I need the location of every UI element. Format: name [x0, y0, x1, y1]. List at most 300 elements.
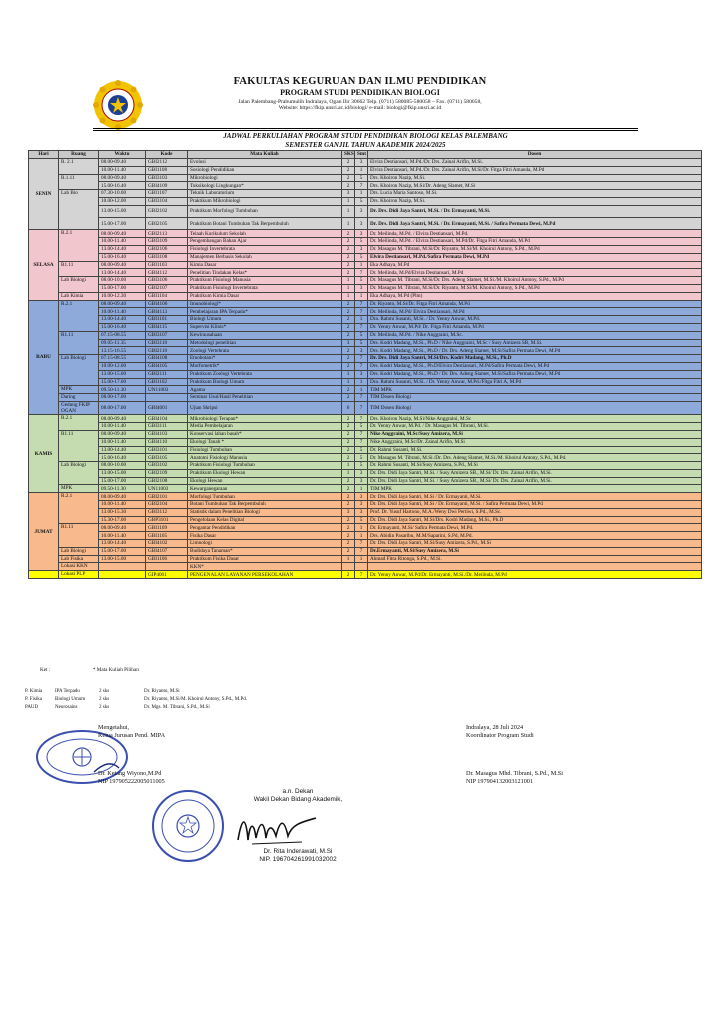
sks-cell: 2	[342, 316, 355, 324]
table-row	[29, 401, 702, 414]
course-cell: Praktikum Fisika Dasar	[188, 555, 342, 563]
table-row	[29, 524, 702, 532]
sks-cell: 2	[342, 300, 355, 308]
lecturer-cell: Elvira Destiansari, M.Pd./Safira Permata Dewi, M.Pd	[368, 253, 702, 261]
code-cell: GBI3102	[146, 462, 188, 470]
lecturer-cell: Dr. Drs. Didi Jaya Santri, M.Si. / Dr. Ermayanti, M.Si. / Safira Permata Dewi, M.Pd	[368, 218, 702, 230]
legend	[40, 667, 139, 673]
sks-cell: 2	[342, 182, 355, 190]
table-row	[29, 261, 702, 269]
time-cell: 13.15-16.55	[99, 347, 146, 355]
table-row	[29, 430, 702, 438]
table-row	[29, 166, 702, 174]
sks-cell: 2	[342, 261, 355, 269]
course-cell: Praktikum Ekologi Hewan	[188, 469, 342, 477]
center-signer-name: Dr. Rita Inderawati, M.Si	[263, 848, 333, 855]
table-row	[29, 269, 702, 277]
time-cell: 13.00-15.30	[99, 508, 146, 516]
room-cell: Lokasi PLP	[59, 571, 99, 579]
time-cell: 08.00-09.40	[99, 159, 146, 167]
course-cell: Etnobotani*	[188, 355, 342, 363]
note-row: P. Kimia IPA Terpadu 2 sks Dr. Riyanto, M.Si	[25, 689, 180, 694]
lecturer-cell: Ahmad Fitra Ritonga, S.Pd., M.Si.	[368, 555, 702, 563]
lecturer-cell: Drs. Khoiron Nazip, M.Si.	[368, 174, 702, 182]
lecturer-cell: Drs. Kodri Madang, M.Si., Ph.D/Elvira Destiansari, M.Pd/Safira Permata Dewi, M.Pd	[368, 362, 702, 370]
sks-cell: 2	[342, 362, 355, 370]
lecturer-cell: TIM Dosen Biologi	[368, 401, 702, 414]
semester-cell: 7	[355, 540, 368, 548]
semester-cell: 7	[355, 308, 368, 316]
room-cell: MPK	[59, 386, 99, 394]
lecturer-cell: Dr. Yenny Anwar, M.Pd/Dr. Ermayanti, M.Si./Dr. Meilinda, M.Pd	[368, 571, 702, 579]
code-cell: GBI4108	[146, 355, 188, 363]
time-cell: 07.15-08.55	[99, 355, 146, 363]
course-cell: Statistik dalam Penelitian Biologi	[188, 508, 342, 516]
sks-cell: 2	[342, 253, 355, 261]
code-cell	[146, 394, 188, 402]
room-cell: Lab Biologi	[59, 462, 99, 485]
semester-cell: 3	[355, 159, 368, 167]
table-row	[29, 190, 702, 198]
code-cell: GBI1108	[146, 166, 188, 174]
time-cell: 15.00-17.00	[99, 284, 146, 292]
room-cell: R.1.11	[59, 174, 99, 190]
time-cell: 08.00-10.00	[99, 462, 146, 470]
code-cell: GBI2108	[146, 477, 188, 485]
time-cell: 08.00-10.00	[99, 277, 146, 285]
semester-cell: 3	[355, 370, 368, 378]
course-cell: Biologi Umum	[188, 316, 342, 324]
lecturer-cell: Dr. Drs. Didi Jaya Santri, M.Si. / Dr. Ermayanti, M.Si.	[368, 205, 702, 217]
table-header-row	[29, 151, 702, 159]
lecturer-cell: Dr. Rahmi Susanti, M.Si/Susy Amizera, S.Pd., M.Si	[368, 462, 702, 470]
time-cell: 10.00-12.00	[99, 197, 146, 205]
table-row	[29, 323, 702, 331]
table-row	[29, 415, 702, 423]
time-cell: 13.00-15.00	[99, 469, 146, 477]
lecturer-cell: Dr. Drs. Didi Jaya Santri, M.Si / Dr. Ermayanti, M.Si.	[368, 493, 702, 501]
legend-text: * Mata Kuliah Pilihan	[92, 667, 139, 673]
code-cell: GBI4102	[146, 540, 188, 548]
course-cell: Sosiologi Pendidikan	[188, 166, 342, 174]
time-cell: 08.00-09.40	[99, 493, 146, 501]
sks-cell: 1	[342, 462, 355, 470]
time-cell: 15.00-17.00	[99, 547, 146, 555]
lecturer-cell: Dr. Drs. Didi Jaya Santri, M.Si / Dr. Ermayanti, M.Si. / Safira Permata Dewi, M.Pd	[368, 501, 702, 509]
legend-label: Ket :	[40, 667, 51, 673]
time-cell: 10.00-11.40	[99, 532, 146, 540]
lecturer-cell: Dr. Meilinda, M.Pd. / Elvira Destiansari, M.Pd/Dr. Fitga Fitri Amanda, M.Pd	[368, 238, 702, 246]
time-cell	[99, 571, 146, 579]
room-cell: MPK	[59, 485, 99, 493]
table-row	[29, 501, 702, 509]
room-cell: R.2.1	[59, 493, 99, 524]
code-cell: GBI3105	[146, 454, 188, 462]
day-cell: RABU	[29, 300, 59, 415]
semester-cell: 5	[355, 339, 368, 347]
time-cell: 10.00-12.00	[99, 362, 146, 370]
code-cell: GBI4107	[146, 547, 188, 555]
column-header: Mata Kuliah	[188, 151, 342, 159]
code-cell: GBI1105	[146, 532, 188, 540]
course-cell: Botani Tumbuhan Tak Berpembuluh	[188, 501, 342, 509]
course-cell: Fisiologi Tumbuhan	[188, 446, 342, 454]
code-cell: GBI1101	[146, 316, 188, 324]
time-cell: 08.00-09.40	[99, 524, 146, 532]
code-cell: GBI2105	[146, 218, 188, 230]
code-cell: GBI1107	[146, 190, 188, 198]
semester-cell: 3	[355, 245, 368, 253]
code-cell: GBI3109	[146, 238, 188, 246]
day-cell: JUMAT	[29, 493, 59, 571]
letterhead	[150, 76, 570, 111]
sks-cell: 2	[342, 485, 355, 493]
lecturer-cell: Dr. Masagus M. Tibrani, M.Si./Dr. Drs. Adeng Slamet, M.Si./M. Khoirul Antony, S.Pd., M.Pd.	[368, 454, 702, 462]
table-row	[29, 563, 702, 571]
time-cell: 10.00-11.40	[99, 438, 146, 446]
sks-cell: 2	[342, 516, 355, 524]
semester-cell: 5	[355, 331, 368, 339]
table-row	[29, 394, 702, 402]
code-cell: GBI4110	[146, 438, 188, 446]
course-cell: Penelitian Tindakan Kelas*	[188, 269, 342, 277]
course-cell: Mikrobiologi Terapan*	[188, 415, 342, 423]
website: Website: https://fkip.unsri.ac.id/biologi/ e-mail: biologi@fkip.unsri.ac.id	[278, 105, 442, 111]
lecturer-cell: Drs. Lucia Maria Santoso, M.Si.	[368, 190, 702, 198]
course-cell: Pengelolaan Kelas Digital	[188, 516, 342, 524]
semester-cell: 7	[355, 415, 368, 423]
sks-cell: 3	[342, 508, 355, 516]
semester-cell: 5	[355, 423, 368, 431]
note-row: PAUD Neurosains 2 sks Dr. Mgs. M. Tibrani, S.Pd., M.Si	[25, 705, 210, 710]
code-cell: GBI2104	[146, 501, 188, 509]
semester-cell: 7	[355, 355, 368, 363]
time-cell: 09.05-11.35	[99, 339, 146, 347]
lecturer-cell: Dr. Drs. Didi Jaya Santri, M.Si/Susy Amizera, S.Pd., M.Si	[368, 540, 702, 548]
time-cell: 15.00-17.00	[99, 218, 146, 230]
lecturer-cell: Dr. Drs. Didi Jaya Santri, M.Si. / Susy Amizera SB., M.Si/ Dr. Drs. Zainal Arifin, M.Si.	[368, 477, 702, 485]
room-cell: R1.11	[59, 430, 99, 461]
semester-cell: 3	[355, 501, 368, 509]
right-signature-block: Indralaya, 28 Juli 2024 Koordinator Program Studi Dr. Masagus Mhd. Tibrani, S.Pd., M.Si NIP 197904132003121001	[466, 724, 563, 785]
lecturer-cell: Eka Adhaya, M.Pd (Plm)	[368, 292, 702, 300]
course-cell: Evolusi	[188, 159, 342, 167]
faculty-stamp-icon	[150, 788, 226, 864]
sks-cell: 2	[342, 323, 355, 331]
room-cell: Lab Bio	[59, 190, 99, 230]
time-cell: 15.00-16.40	[99, 454, 146, 462]
semester-cell: 5	[355, 174, 368, 182]
course-cell: Pembelajaran IPA Terpadu*	[188, 308, 342, 316]
table-row	[29, 355, 702, 363]
sks-cell: 2	[342, 438, 355, 446]
course-cell: Imunobiologi*	[188, 300, 342, 308]
semester-cell: 3	[355, 347, 368, 355]
sks-cell: 2	[342, 430, 355, 438]
course-cell: Metodologi penelitian	[188, 339, 342, 347]
table-row	[29, 454, 702, 462]
semester-cell: 1	[355, 166, 368, 174]
lecturer-cell: Dr. Masagus M. Tibrani, M.Si/Dr. Riyanto, M.Si/M. Khoirul Antony, S.Pd., M.Pd	[368, 245, 702, 253]
table-row	[29, 331, 702, 339]
sks-cell: 1	[342, 197, 355, 205]
time-cell: 10.00-11.40	[99, 501, 146, 509]
time-cell: 10.00-11.40	[99, 423, 146, 431]
sks-cell: 1	[342, 218, 355, 230]
center-signer-nip: NIP. 196704261991032002	[259, 856, 337, 863]
room-cell: Lab Kimia	[59, 292, 99, 300]
table-row	[29, 532, 702, 540]
lecturer-cell: Dr. Drs. Didi Jaya Santri, M.Si/Drs. Kodri Madang, M.Si., Ph.D	[368, 355, 702, 363]
table-row	[29, 300, 702, 308]
semester-cell: 3	[355, 284, 368, 292]
sks-cell: 2	[342, 355, 355, 363]
semester-cell: 5	[355, 238, 368, 246]
room-cell: Lab Fisika	[59, 555, 99, 563]
code-cell: GBI4106	[146, 300, 188, 308]
sks-cell: 2	[342, 308, 355, 316]
room-cell: R.2.1	[59, 300, 99, 331]
course-cell: Konservasi lahan basah*	[188, 430, 342, 438]
semester-cell: 3	[355, 508, 368, 516]
room-cell: Lab Biologi	[59, 355, 99, 386]
time-cell: 15.00-16.40	[99, 253, 146, 261]
sks-cell: 2	[342, 386, 355, 394]
sks-cell: 2	[342, 174, 355, 182]
column-header: Smt	[355, 151, 368, 159]
semester-cell: 7	[355, 362, 368, 370]
course-cell: Manajemen Berbasis Sekolah	[188, 253, 342, 261]
table-row	[29, 386, 702, 394]
code-cell: GBI3110	[146, 339, 188, 347]
course-cell: Toksikologi Lingkungan*	[188, 182, 342, 190]
time-cell: 13.00-14.40	[99, 269, 146, 277]
semester-cell: 1	[355, 386, 368, 394]
semester-cell: 5	[355, 197, 368, 205]
course-cell: Pengantar Pendidikan	[188, 524, 342, 532]
semester-cell: 1	[355, 524, 368, 532]
table-row	[29, 316, 702, 324]
code-cell: GBI3112	[146, 508, 188, 516]
table-row	[29, 423, 702, 431]
course-cell: KKN*	[188, 563, 342, 571]
code-cell: GBI4105	[146, 362, 188, 370]
lecturer-cell: Eka Adhaya, M.Pd	[368, 261, 702, 269]
time-cell: 08.00-09.40	[99, 261, 146, 269]
semester-cell: 7	[355, 394, 368, 402]
room-cell: Lab Biologi	[59, 277, 99, 293]
table-row	[29, 508, 702, 516]
code-cell: GBI4109	[146, 182, 188, 190]
time-cell: 15.00-17.00	[99, 378, 146, 386]
table-row	[29, 292, 702, 300]
lecturer-cell: Elvira Destiansari, M.Pd./Dr. Drs. Zainal Arifin, M.Si/Dr. Fitga Fitri Amanda, M.Pd	[368, 166, 702, 174]
left-signature-block: Mengetahui, Ketua Jurusan Pend. MIPA Dr. Ketang Wiyono,M.Pd NIP 197905222005011005	[98, 724, 166, 785]
table-row	[29, 438, 702, 446]
code-cell: GBI1102	[146, 378, 188, 386]
course-cell: Limnologi	[188, 540, 342, 548]
sks-cell: 2	[342, 159, 355, 167]
lecturer-cell: Drs. Khoiron Nazip, M.Si.	[368, 197, 702, 205]
table-row	[29, 555, 702, 563]
lecturer-cell: Dr. Drs. Didi Jaya Santri, M.Si. / Susy Amizera SB., M.Si/ Dr. Drs. Zainal Arifin, M.Si.	[368, 469, 702, 477]
code-cell: UN11003	[146, 386, 188, 394]
room-cell: R1.11	[59, 331, 99, 354]
time-cell: 13.00-14.40	[99, 245, 146, 253]
code-cell: UN11003	[146, 485, 188, 493]
course-cell: Supervisi Klinis*	[188, 323, 342, 331]
lecturer-cell: Drs. Kodri Madang, M.Si., Ph.D / Dr. Drs. Adeng Slamet, M.Si/Safira Permata Dewi, M.Pd	[368, 347, 702, 355]
sks-cell: 1	[342, 292, 355, 300]
left-signer-name: Dr. Ketang Wiyono,M.Pd	[98, 770, 162, 777]
semester-cell: 3	[355, 205, 368, 217]
course-cell: Mikrobiologi	[188, 174, 342, 182]
table-row	[29, 446, 702, 454]
time-cell: 13.00-14.40	[99, 446, 146, 454]
code-cell: GBI2111	[146, 370, 188, 378]
course-cell: Zoologi Vertebrata	[188, 347, 342, 355]
semester-cell: 1	[355, 485, 368, 493]
semester-cell: 3	[355, 469, 368, 477]
title-line-1: JADWAL PERKULIAHAN PROGRAM STUDI PENDIDIKAN BIOLOGI KELAS PALEMBANG	[223, 132, 508, 140]
sks-cell: 2	[342, 423, 355, 431]
time-cell: 08.00-17.00	[99, 401, 146, 414]
lecturer-cell: Dra. Rahmi Susanti, M.Si. / Dr. Yenny Anwar, M.Pd.	[368, 316, 702, 324]
course-cell: Anatomi Fisiologi Manusia	[188, 454, 342, 462]
sks-cell: 2	[342, 532, 355, 540]
room-cell: Daring	[59, 394, 99, 402]
sks-cell: 3	[342, 339, 355, 347]
time-cell: 08.00-09.40	[99, 230, 146, 238]
sks-cell: 6	[342, 401, 355, 414]
room-cell: R1.11	[59, 524, 99, 547]
table-row	[29, 230, 702, 238]
course-cell: Teknik Laboratorium	[188, 190, 342, 198]
code-cell: GBI4104	[146, 415, 188, 423]
code-cell: GBI3104	[146, 197, 188, 205]
course-cell: Fisika Dasar	[188, 532, 342, 540]
lecturer-cell: Drs. Kodri Madang, M.Si., Ph.D / Dr. Drs. Adeng Slamet, M.Si/Safira Permata Dewi, M.Pd	[368, 370, 702, 378]
lecturer-cell: Dr. Riyanto, M.Si/Dr. Fitga Fitri Amanda, M.Pd	[368, 300, 702, 308]
letterhead-rule	[93, 128, 638, 131]
code-cell: GBI1103	[146, 261, 188, 269]
time-cell: 10.00-11.40	[99, 308, 146, 316]
table-row	[29, 284, 702, 292]
time-cell: 10.00-12.30	[99, 292, 146, 300]
left-signer-nip: NIP 197905222005011005	[98, 778, 165, 785]
lecturer-cell: Drs. Khoiron Nazip, M.Si/Dr. Adeng Slamet, M.Si	[368, 182, 702, 190]
lecturer-cell: Dr. Drs. Didi Jaya Santri, M.Si/Drs. Kodri Madang, M.Si., Ph.D	[368, 516, 702, 524]
sks-cell: 2	[342, 269, 355, 277]
day-cell: SENIN	[29, 159, 59, 230]
time-cell: 07.15-08.55	[99, 331, 146, 339]
table-row	[29, 182, 702, 190]
course-cell: Praktikum Morfologi Tumbuhan	[188, 205, 342, 217]
course-cell: PENGENALAN LAYANAN PERSEKOLAHAN	[188, 571, 342, 579]
time-cell: 13.00-15.00	[99, 370, 146, 378]
lecturer-cell: Dr. Meilinda, M.Pd/ Elvira Destiansari, M.Pd	[368, 308, 702, 316]
note-row: P. Fisika Biologi Umum 2 sks Dr. Riyanto, M.Si/M. Khoirul Antony, S.Pd., M.Pd.	[25, 697, 248, 702]
program-name: PROGRAM STUDI PENDIDIKAN BIOLOGI	[280, 88, 440, 97]
room-cell: Gedung FKIP OGAN	[59, 401, 99, 414]
semester-cell: 1	[355, 261, 368, 269]
semester-cell: 7	[355, 323, 368, 331]
semester-cell: 3	[355, 218, 368, 230]
room-cell: R.2.1	[59, 230, 99, 261]
time-cell: 08.00-09.40	[99, 174, 146, 182]
table-row	[29, 462, 702, 470]
code-cell: GBI4001	[146, 401, 188, 414]
semester-cell: 7	[355, 571, 368, 579]
time-cell: 15.30-17.00	[99, 516, 146, 524]
table-row	[29, 277, 702, 285]
code-cell: GBI2110	[146, 347, 188, 355]
course-cell: Praktikum Mikrobiologi	[188, 197, 342, 205]
table-row	[29, 253, 702, 261]
table-row	[29, 547, 702, 555]
lecturer-cell: Dra. Rahmi Susanti, M.Si. / Dr. Yenny Anwar, M.Pd./Fitga Fitri A, M.Pd	[368, 378, 702, 386]
sks-cell: 1	[342, 469, 355, 477]
course-cell: Seminar Usul/Hasil Penelitian	[188, 394, 342, 402]
center-signature-block: a.n. Dekan Wakil Dekan Bidang Akademik, Dr. Rita Inderawati, M.Si NIP. 196704261991032002	[218, 788, 378, 864]
sks-cell: 2	[342, 394, 355, 402]
schedule-body	[29, 159, 702, 579]
semester-cell: 3	[355, 230, 368, 238]
table-row	[29, 469, 702, 477]
course-cell: Agama	[188, 386, 342, 394]
code-cell: GBI3106	[146, 277, 188, 285]
room-cell: R1.11	[59, 261, 99, 277]
extra-courses	[25, 688, 247, 712]
address: Jalan Palembang-Prabumulih Indralaya, Ogan Ilir 30662 Telp. (0711) 580085-580058 – Fax. (0711) 580058,	[238, 99, 482, 105]
course-cell: Media Pembelajaran	[188, 423, 342, 431]
course-cell: Morfologi Tumbuhan	[188, 493, 342, 501]
sks-cell: 2	[342, 547, 355, 555]
sks-cell	[342, 563, 355, 571]
day-cell	[29, 571, 59, 579]
table-row	[29, 174, 702, 182]
table-row	[29, 378, 702, 386]
course-cell: Praktikum Fisiologi Invertebrata	[188, 284, 342, 292]
code-cell	[146, 563, 188, 571]
sks-cell: 2	[342, 166, 355, 174]
time-cell: 08.00-09.40	[99, 415, 146, 423]
table-row	[29, 308, 702, 316]
semester-cell: 5	[355, 253, 368, 261]
lecturer-cell: Drs. Abidin Pasaribu, M.M/Saparini, S.Pd, M.Pd.	[368, 532, 702, 540]
semester-cell: 7	[355, 300, 368, 308]
lecturer-cell: TIM MPK	[368, 386, 702, 394]
sks-cell: 1	[342, 370, 355, 378]
code-cell: GBI2109	[146, 469, 188, 477]
code-cell: GBP3101	[146, 516, 188, 524]
sks-cell: 2	[342, 245, 355, 253]
sks-cell: 1	[342, 555, 355, 563]
sks-cell: 2	[342, 501, 355, 509]
lecturer-cell: Dr. Meilinda, M.Pd. / Nike Anggraini, M.Sc.	[368, 331, 702, 339]
course-cell: Kewirausahaan	[188, 331, 342, 339]
semester-cell: 5	[355, 454, 368, 462]
code-cell: GBI3101	[146, 446, 188, 454]
semester-cell: 5	[355, 277, 368, 285]
table-row	[29, 339, 702, 347]
lecturer-cell: Dr.Ermayanti, M.Si/Susy Amizera, M.Si	[368, 547, 702, 555]
course-cell: Praktikum Fisiologi Manusia	[188, 277, 342, 285]
code-cell: GBI4112	[146, 269, 188, 277]
semester-cell: 5	[355, 516, 368, 524]
column-header: Kode	[146, 151, 188, 159]
code-cell: GBI3103	[146, 174, 188, 182]
